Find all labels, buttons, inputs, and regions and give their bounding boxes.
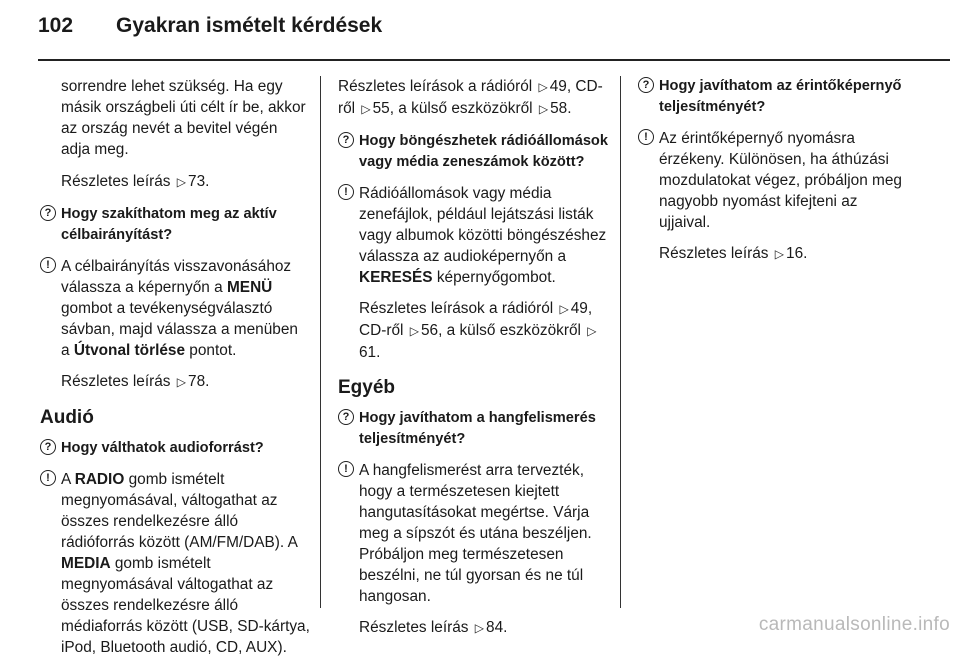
answer-icon: !	[338, 184, 354, 200]
answer-text: Az érintőképernyő nyomásra érzékeny. Különösen, ha áthúzási mozdulatokat végez, próbáljon meg nagyobb nyomást kifejteni az ujjaival.	[659, 130, 902, 231]
page-ref-arrow-icon: ▷	[176, 175, 187, 189]
question-text: Hogy böngészhetek rádióállomások vagy média zeneszámok között?	[359, 133, 608, 170]
column-divider	[320, 76, 321, 608]
reference: Részletes leírások a rádióról ▷ 49, CD-ről ▷ 55, a külső eszközökről ▷ 58.	[338, 76, 610, 120]
question-icon: ?	[40, 205, 56, 221]
answer-text: A RADIO gomb ismételt megnyomásával, váltogathat az összes rendelkezésre álló rádióforrás között (AM/FM/DAB). A MEDIA gomb ismételt megnyomásával váltogathat az összes rendelkezésre álló médiaforrás között (USB, SD-kártya, iPod, Bluetooth audió, CD, AUX).	[61, 471, 310, 656]
answer-item	[638, 128, 908, 233]
page-ref-arrow-icon: ▷	[538, 80, 548, 94]
reference	[40, 371, 310, 393]
reference-page: 78.	[188, 373, 210, 390]
column-1	[40, 76, 310, 668]
page-ref-arrow-icon: ▷	[361, 102, 371, 116]
column-3	[638, 76, 908, 276]
answer-icon: !	[40, 470, 56, 486]
reference: Részletes leírás ▷ 84.	[338, 617, 610, 639]
question-item	[638, 76, 908, 118]
question-text: Hogy javíthatom az érintőképernyő teljesítményét?	[659, 78, 902, 115]
answer-item	[338, 183, 610, 288]
column-divider	[620, 76, 621, 608]
answer-item	[40, 256, 310, 361]
question-item	[338, 131, 610, 173]
reference-text: Részletes leírás	[61, 373, 171, 390]
section-heading: Egyéb	[338, 377, 396, 398]
question-text: Hogy válthatok audioforrást?	[61, 440, 264, 456]
question-icon: ?	[338, 132, 354, 148]
answer-text: Rádióállomások vagy média zenefájlok, például lejátszási listák vagy albumok közötti böngészéshez válassza az audioképernyőn a KERESÉS képernyőgombot.	[359, 185, 607, 286]
answer-icon: !	[638, 129, 654, 145]
reference: Részletes leírás ▷ 16.	[638, 243, 908, 265]
answer-text: A hangfelismerést arra tervezték, hogy a természetesen kiejtett hangutasításokat megértse. Várja meg a sípszót és utána beszéljen. Próbáljon meg természetesen beszélni, ne túl gyorsan és ne túl hangosan.	[359, 462, 592, 605]
reference-page: 73.	[188, 173, 210, 190]
page-ref-arrow-icon: ▷	[587, 324, 597, 338]
reference: Részletes leírások a rádióról ▷ 49, CD-ről ▷ 56, a külső eszközökről ▷61.	[359, 300, 597, 361]
watermark: carmanualsonline.info	[758, 614, 950, 635]
page-title: Gyakran ismételt kérdések	[116, 14, 383, 37]
question-icon: ?	[338, 409, 354, 425]
answer-icon: !	[40, 257, 56, 273]
question-item	[338, 408, 610, 450]
answer-icon: !	[338, 461, 354, 477]
header-rule	[38, 59, 950, 61]
question-text: Hogy szakíthatom meg az aktív célbairányítást?	[61, 206, 277, 243]
question-text: Hogy javíthatom a hangfelismerés teljesítményét?	[359, 410, 596, 447]
paragraph: sorrendre lehet szükség. Ha egy másik országbeli úti célt ír be, akkor az ország nevét a bevitel végén adja meg.	[61, 78, 306, 158]
question-icon: ?	[638, 77, 654, 93]
page-ref-arrow-icon: ▷	[774, 247, 785, 261]
page-number: 102	[38, 14, 74, 37]
question-item	[40, 438, 310, 459]
reference-text: Részletes leírás	[61, 173, 171, 190]
page-ref-arrow-icon: ▷	[474, 621, 485, 635]
section-heading: Audió	[40, 407, 94, 428]
answer-item	[338, 460, 610, 607]
question-item	[40, 204, 310, 246]
answer-text: A célbairányítás visszavonásához válassza a képernyőn a MENÜ gombot a tevékenységválasztó sávban, majd válassza a menüben a Útvonal törlése pontot.	[61, 258, 298, 359]
page-ref-arrow-icon: ▷	[176, 375, 187, 389]
page-ref-arrow-icon: ▷	[538, 102, 549, 116]
reference	[40, 171, 310, 193]
question-icon: ?	[40, 439, 56, 455]
page-ref-arrow-icon: ▷	[559, 302, 569, 316]
answer-item	[40, 469, 310, 658]
page-ref-arrow-icon: ▷	[409, 324, 419, 338]
column-2	[338, 76, 610, 650]
